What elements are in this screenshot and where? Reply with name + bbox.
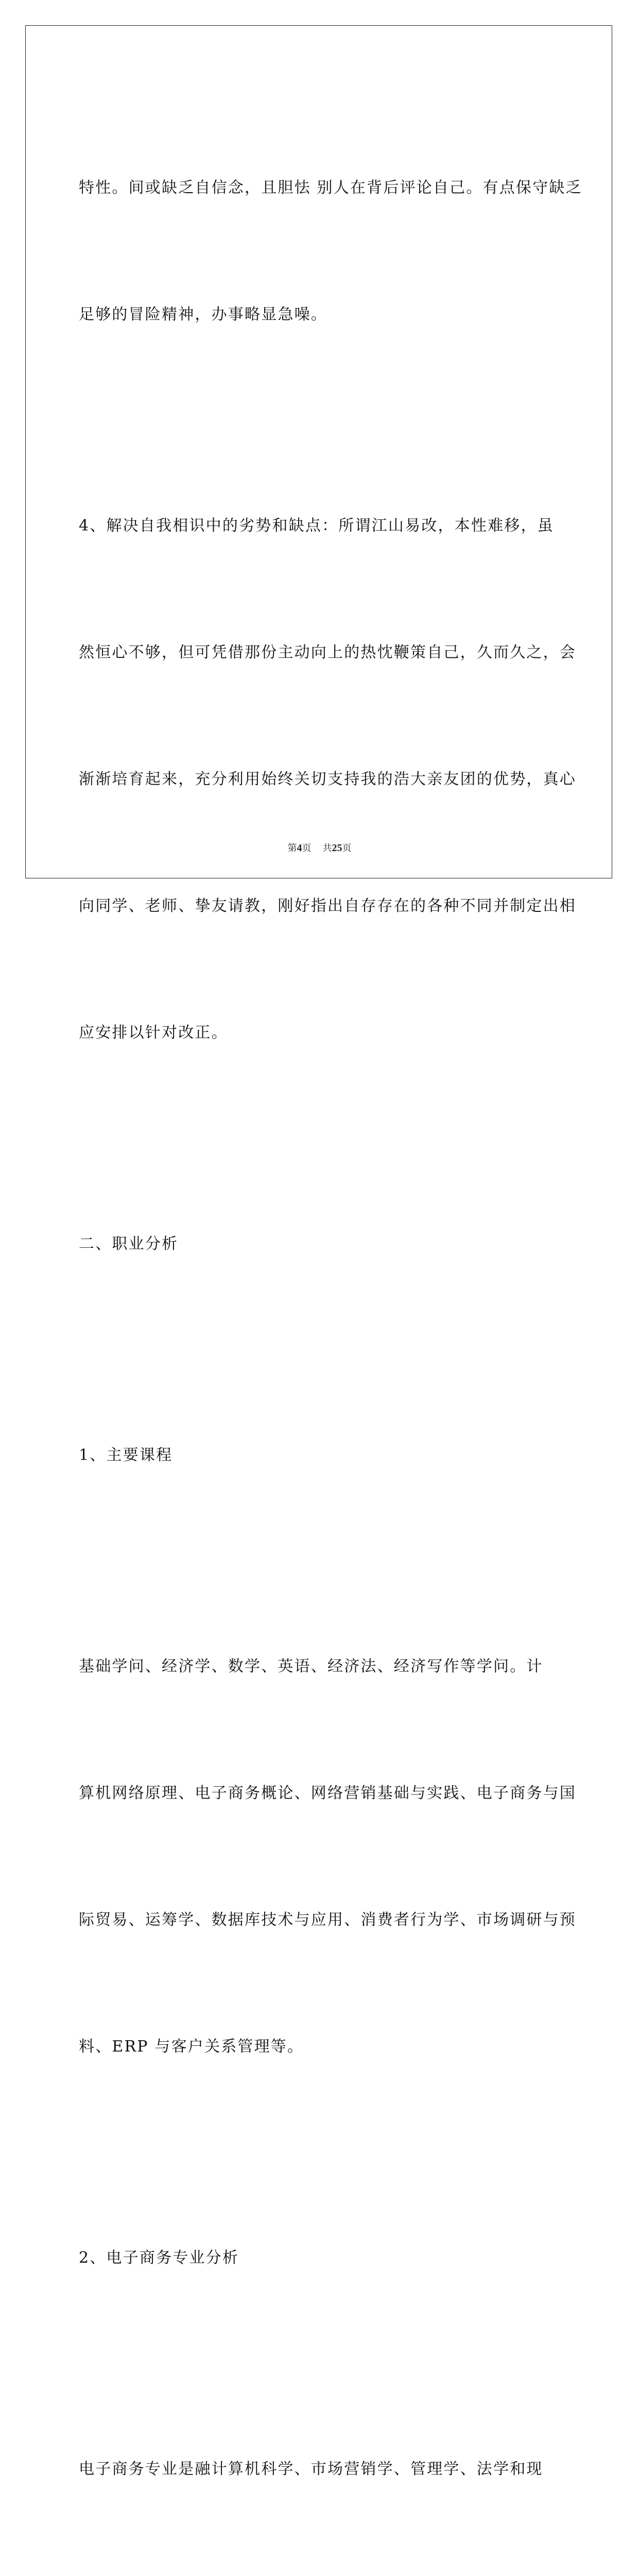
text-line: 足够的冒险精神，办事略显急噪。 [79,306,327,324]
text-line: 1、主要课程 [79,1446,173,1464]
text-line: 渐渐培育起来，充分利用始终关切支持我的浩大亲友团的优势，真心 [79,770,576,788]
text-line: 二、职业分析 [79,1235,179,1253]
page-number: 4 [297,842,302,854]
text-line: 际贸易、运筹学、数据库技术与应用、消费者行为学、市场调研与预 [79,1911,576,1929]
page-suffix: 页 [302,843,312,854]
text-line: 2、电子商务专业分析 [79,2249,239,2267]
subsection-heading [79,2153,563,2364]
section-heading [79,1139,563,1350]
total-pages: 25 [332,842,342,854]
page-prefix: 第 [287,843,297,854]
text-line: 然恒心不够，但可凭借那份主动向上的热忱鞭策自己，久而久之，会 [79,643,576,662]
page-footer [0,841,639,854]
text-line: 算机网络原理、电子商务概论、网络营销基础与实践、电子商务与国 [79,1784,576,1802]
text-line: 向同学、老师、挚友请教，刚好指出自存存在的各种不同并制定出相 [79,897,576,915]
text-line: 料、ERP 与客户关系管理等。 [79,2038,304,2056]
paragraph [79,420,576,1139]
text-line: 特性。间或缺乏自信念，且胆怯 别人在背后评论自己。有点保守缺乏 [79,179,582,197]
document-body [79,82,582,2576]
total-prefix: 共 [322,843,332,854]
subsection-heading [79,1350,563,1561]
text-line: 电子商务专业是融计算机科学、市场营销学、管理学、法学和现 [79,2460,543,2478]
text-line: 4、解决自我相识中的劣势和缺点：所谓江山易改，本性难移，虽 [79,517,554,535]
text-line: 基础学问、经济学、数学、英语、经济法、经济写作等学问。计 [79,1657,543,1675]
text-line: 应安排以针对改正。 [79,1024,228,1042]
total-suffix: 页 [342,843,352,854]
paragraph [79,2364,563,2576]
paragraph [79,82,582,420]
paragraph [79,1561,576,2153]
